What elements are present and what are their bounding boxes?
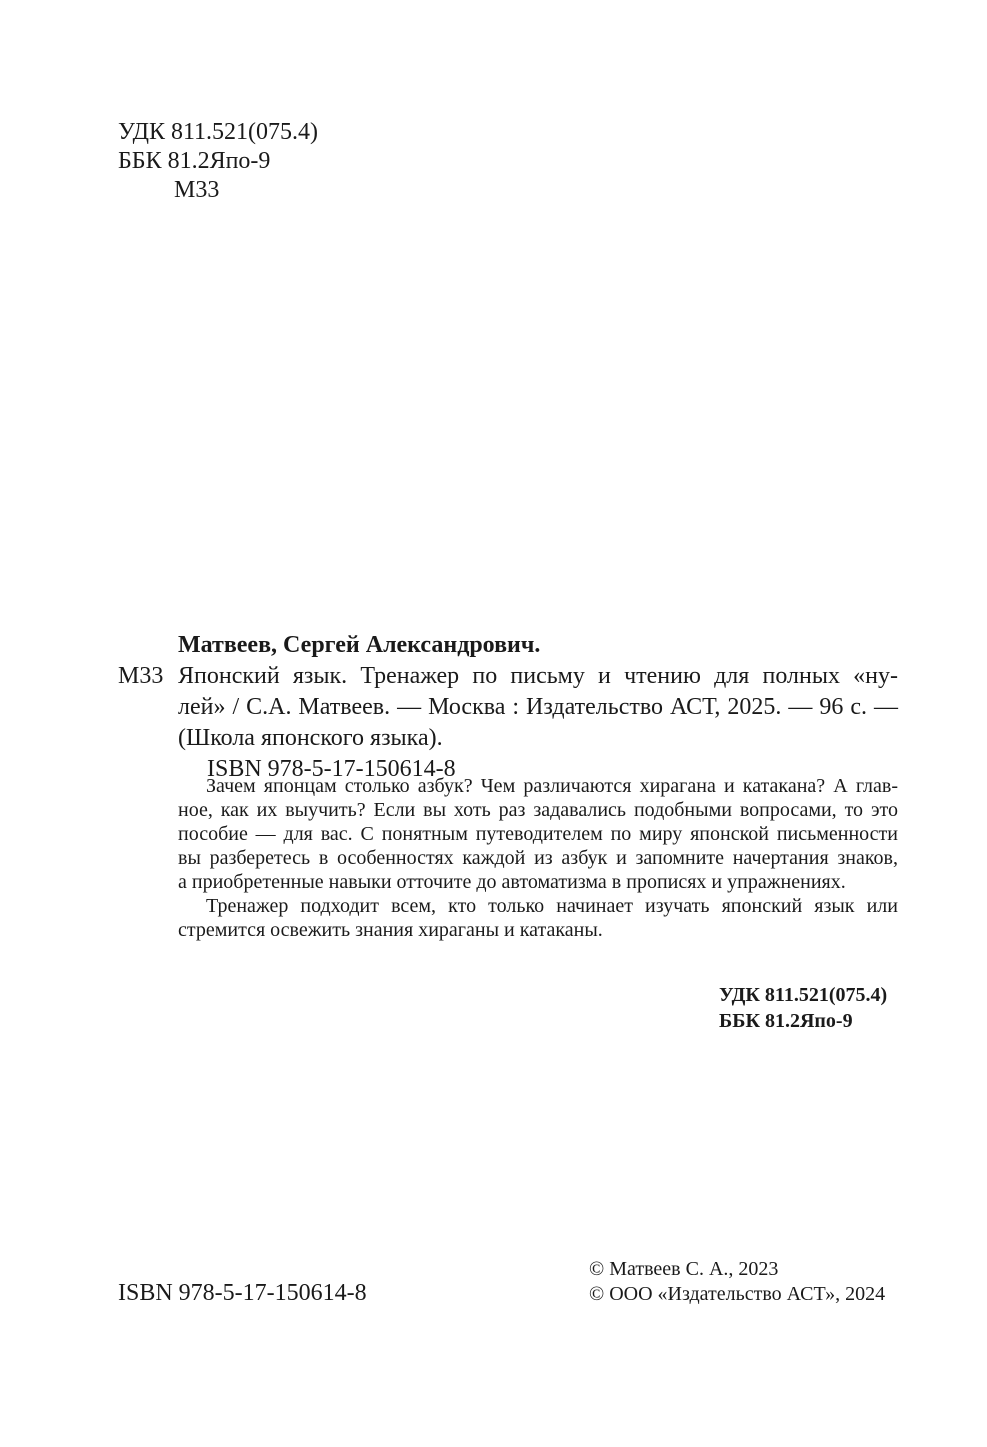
bibliographic-record <box>118 630 898 785</box>
isbn-number: ISBN 978-5-17-150614-8 <box>118 1280 367 1306</box>
annotation-line: а приобретенные навыки отточите до автоматизма в прописях и упражнениях. <box>178 871 846 893</box>
record-title-row <box>118 661 898 692</box>
annotation-line: Тренажер подходит всем, кто только начинает изучать японский язык или <box>206 895 898 917</box>
annotation-line: вы разберетесь в особенностях каждой из азбук и запомните начертания знаков, <box>178 847 898 869</box>
udk-code-bottom: УДК 811.521(075.4) <box>719 984 888 1006</box>
copyright-author: © Матвеев С. А., 2023 <box>589 1258 779 1280</box>
author-mark: М33 <box>174 177 220 203</box>
footer-isbn <box>118 1278 367 1308</box>
record-title-line-2: лей» / С.А. Матвеев. — Москва : Издательство АСТ, 2025. — 96 с. — <box>178 694 898 720</box>
udk-code: УДК 811.521(075.4) <box>118 119 319 145</box>
record-title-line-3: (Школа японского языка). <box>178 725 443 751</box>
bottom-classification <box>719 982 887 1034</box>
annotation-line: стремится освежить знания хираганы и катаканы. <box>178 919 603 941</box>
bbk-code-bottom: ББК 81.2Япо-9 <box>719 1010 853 1032</box>
annotation-line: ное, как их выучить? Если вы хоть раз задавались подобными вопросами, то это <box>178 799 898 821</box>
record-author-mark: М33 <box>118 663 164 689</box>
record-title-line-1: Японский язык. Тренажер по письму и чтению для полных «ну- <box>178 663 898 689</box>
annotation-line: Зачем японцам столько азбук? Чем различаются хирагана и катакана? А глав- <box>206 775 898 797</box>
annotation <box>178 774 898 942</box>
record-isbn: ISBN 978-5-17-150614-8 <box>207 756 456 782</box>
annotation-line: пособие — для вас. С понятным путеводителем по миру японской письменности <box>178 823 898 845</box>
top-classification <box>118 118 318 205</box>
record-author: Матвеев, Сергей Александрович. <box>178 632 541 658</box>
copyright-block <box>589 1257 885 1307</box>
copyright-publisher: © ООО «Издательство АСТ», 2024 <box>589 1283 886 1305</box>
bbk-code: ББК 81.2Япо-9 <box>118 148 271 174</box>
